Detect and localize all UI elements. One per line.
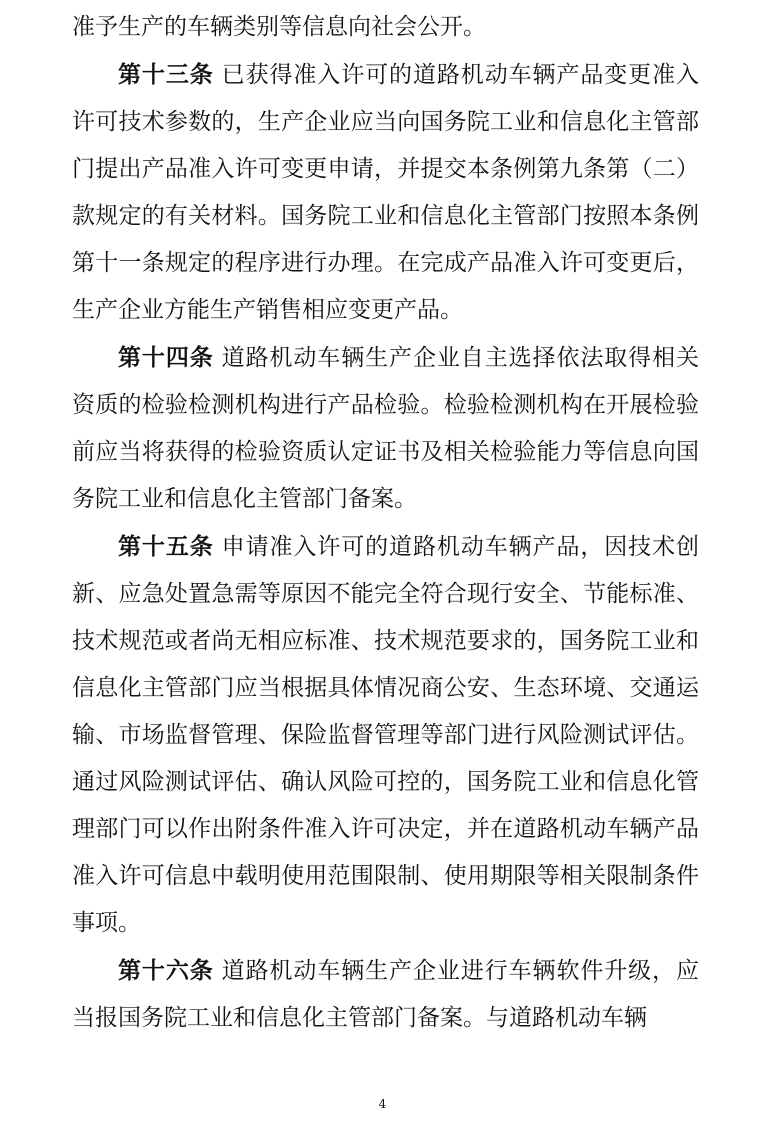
article-16-number: 第十六条 xyxy=(118,957,214,984)
article-15 xyxy=(72,523,699,947)
article-15-text: 申请准入许可的道路机动车辆产品，因技术创新、应急处置急需等原因不能完全符合现行安全、节能标准、技术规范或者尚无相应标准、技术规范要求的，国务院工业和信息化主管部门应当根据具体情况商公安、生态环境、交通运输、市场监督管理、保险监督管理等部门进行风险测试评估。通过风险测试评估、确认风险可控的，国务院工业和信息化管理部门可以作出附条件准入许可决定，并在道路机动车辆产品准入许可信息中载明使用范围限制、使用期限等相关限制条件事项。 xyxy=(72,534,700,936)
article-16 xyxy=(72,947,699,1042)
article-14-text: 道路机动车辆生产企业自主选择依法取得相关资质的检验检测机构进行产品检验。检验检测机构在开展检验前应当将获得的检验资质认定证书及相关检验能力等信息向国务院工业和信息化主管部门备案。 xyxy=(72,345,700,512)
page-number: 4 xyxy=(378,1097,387,1111)
article-13 xyxy=(72,51,699,334)
article-16-text: 道路机动车辆生产企业进行车辆软件升级，应当报国务院工业和信息化主管部门备案。与道路机动车辆 xyxy=(72,958,700,1031)
continuation-paragraph: 准予生产的车辆类别等信息向社会公开。 xyxy=(72,14,486,40)
article-15-number: 第十五条 xyxy=(118,533,214,560)
article-14 xyxy=(72,334,699,523)
article-13-text: 已获得准入许可的道路机动车辆产品变更准入许可技术参数的，生产企业应当向国务院工业和信息化主管部门提出产品准入许可变更申请，并提交本条例第九条第（二）款规定的有关材料。国务院工业和信息化主管部门按照本条例第十一条规定的程序进行办理。在完成产品准入许可变更后，生产企业方能生产销售相应变更产品。 xyxy=(72,62,700,323)
article-14-number: 第十四条 xyxy=(118,344,214,371)
document-page xyxy=(72,4,699,1042)
article-13-number: 第十三条 xyxy=(118,61,214,88)
